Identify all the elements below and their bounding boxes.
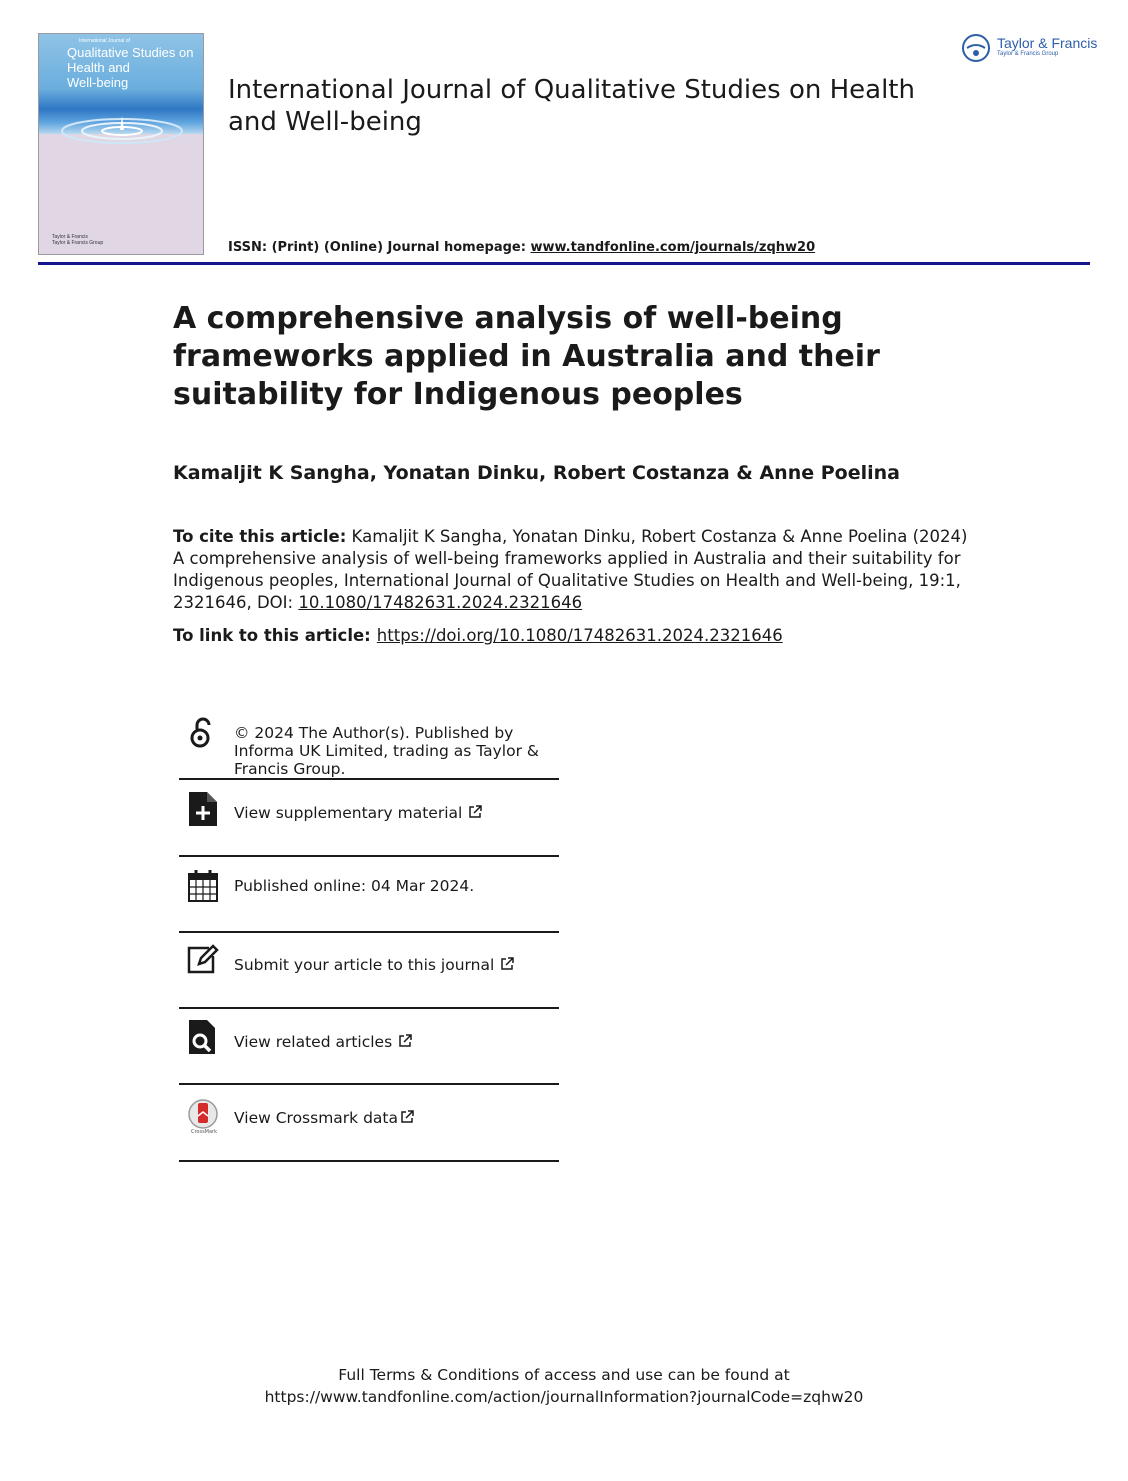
external-link-icon (398, 1034, 412, 1048)
open-access-lock-icon (187, 716, 219, 750)
cover-publisher-sub: Taylor & Francis Group (52, 240, 104, 246)
info-divider (179, 1083, 559, 1085)
info-divider (179, 855, 559, 857)
article-link-label: To link to this article: (173, 626, 371, 645)
related-articles-link[interactable] (234, 1033, 564, 1051)
publisher-name: Taylor & Francis (997, 35, 1098, 51)
issn-line (228, 240, 815, 255)
supplementary-material-item[interactable] (179, 790, 559, 850)
terms-footer (0, 1364, 1128, 1408)
open-access-notice (179, 716, 559, 778)
info-divider (179, 931, 559, 933)
header-divider (38, 262, 1090, 265)
published-date-text: Published online: 04 Mar 2024. (234, 877, 475, 895)
external-link-icon (400, 1110, 414, 1124)
cover-title-small: International Journal of (79, 38, 130, 44)
related-articles-item[interactable] (179, 1018, 559, 1078)
article-title: A comprehensive analysis of well-being frameworks applied in Australia and their suitability for Indigenous peoples (173, 301, 880, 412)
crossmark-label: View Crossmark data (234, 1109, 398, 1127)
external-link-icon (500, 957, 514, 971)
cover-title-line: Well-being (67, 75, 129, 90)
issn-label: ISSN: (Print) (Online) Journal homepage: (228, 240, 531, 255)
published-date-item (179, 866, 559, 926)
journal-cover-image (38, 33, 204, 255)
info-divider (179, 1160, 559, 1162)
citation-block (173, 526, 973, 614)
water-ripple-icon (59, 114, 185, 148)
supplementary-material-label: View supplementary material (234, 804, 463, 822)
crossmark-link[interactable] (234, 1109, 564, 1127)
cover-title (67, 38, 193, 90)
journal-title: International Journal of Qualitative Studies on Health and Well-being (228, 75, 915, 137)
taylor-francis-logo-icon (960, 33, 992, 63)
citation-label: To cite this article: (173, 527, 347, 546)
doi-link[interactable]: 10.1080/17482631.2024.2321646 (298, 593, 583, 612)
publisher-logo[interactable] (960, 33, 1100, 63)
terms-footer-text: Full Terms & Conditions of access and use can be found at (338, 1366, 790, 1384)
supplementary-material-link[interactable] (234, 804, 564, 822)
citation-text: Kamaljit K Sangha, Yonatan Dinku, Robert Costanza & Anne Poelina (2024) A comprehensive analysis of well-being frameworks applied in Australia and their suitability for Indigenous peoples, International Journal of Qualitative Studies on Health and Well-being, 19:1, 2321646, DOI: (173, 527, 968, 612)
crossmark-item[interactable] (179, 1094, 559, 1154)
article-authors: Kamaljit K Sangha, Yonatan Dinku, Robert Costanza & Anne Poelina (173, 462, 900, 484)
cover-title-line: Qualitative Studies on (67, 45, 194, 60)
article-link[interactable]: https://doi.org/10.1080/17482631.2024.2321646 (376, 626, 783, 645)
article-link-line (173, 625, 973, 647)
submit-article-item[interactable] (179, 942, 559, 1002)
submit-article-label: Submit your article to this journal (234, 956, 495, 974)
open-access-text: © 2024 The Author(s). Published by Informa UK Limited, trading as Taylor & Francis Group. (234, 724, 539, 778)
submit-article-link[interactable] (234, 956, 564, 974)
calendar-icon (187, 869, 219, 903)
terms-footer-link[interactable]: https://www.tandfonline.com/action/journalInformation?journalCode=zqhw20 (264, 1388, 864, 1406)
edit-icon (187, 942, 219, 976)
external-link-icon (468, 805, 482, 819)
info-divider (179, 1007, 559, 1009)
crossmark-icon-label: CrossMark (190, 1129, 218, 1135)
related-articles-label: View related articles (234, 1033, 393, 1051)
cover-publisher-name: Taylor & Francis (52, 234, 88, 240)
publisher-sub: Taylor & Francis Group (997, 51, 1059, 57)
cover-publisher (52, 234, 103, 246)
file-add-icon (187, 792, 219, 826)
journal-homepage-link[interactable]: www.tandfonline.com/journals/zqhw20 (530, 240, 816, 255)
info-divider (179, 778, 559, 780)
cover-title-line: Health and (67, 60, 130, 75)
crossmark-icon (187, 1098, 219, 1132)
document-search-icon (187, 1020, 219, 1054)
